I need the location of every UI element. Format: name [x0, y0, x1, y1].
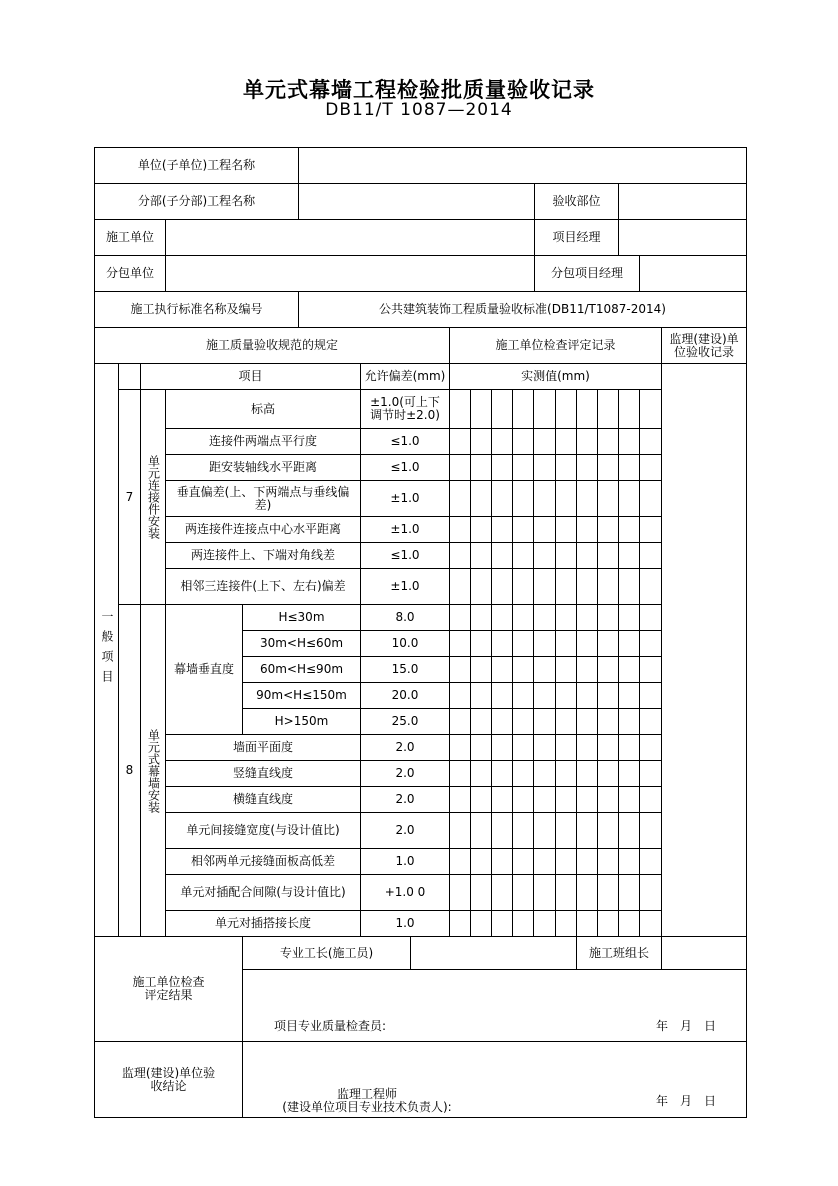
measured-value-cell[interactable] — [576, 428, 598, 455]
measured-value-cell[interactable] — [491, 480, 513, 517]
measured-value-cell[interactable] — [449, 708, 471, 735]
measured-value-cell[interactable] — [555, 682, 577, 709]
measured-value-cell[interactable] — [555, 542, 577, 569]
subcontractor-label: 分包单位 — [94, 255, 166, 292]
measured-value-cell[interactable] — [491, 542, 513, 569]
measured-value-cell[interactable] — [512, 542, 534, 569]
item-tolerance: 8.0 — [360, 604, 450, 631]
measured-value-cell[interactable] — [533, 604, 556, 631]
contractor-result-text: 施工单位检查评定结果 — [132, 975, 205, 1002]
measured-value-cell[interactable] — [639, 389, 662, 429]
measured-value-cell[interactable] — [597, 812, 619, 849]
group-number: 8 — [118, 604, 141, 937]
measured-value-cell[interactable] — [533, 568, 556, 605]
item-name: 两连接件连接点中心水平距离 — [165, 516, 361, 543]
contractor-result-label — [94, 936, 243, 1042]
measured-value-cell[interactable] — [533, 630, 556, 657]
measured-value-cell[interactable] — [576, 516, 598, 543]
item-tolerance: ±1.0 — [360, 516, 450, 543]
measured-value-cell[interactable] — [449, 480, 471, 517]
item-tolerance: 1.0 — [360, 910, 450, 937]
acceptance-part-label: 验收部位 — [534, 183, 619, 220]
measured-value-cell[interactable] — [449, 516, 471, 543]
standard-value: 公共建筑装饰工程质量验收标准(DB11/T1087-2014) — [298, 291, 747, 328]
item-tolerance: 20.0 — [360, 682, 450, 709]
measured-value-cell[interactable] — [491, 428, 513, 455]
allowance-header: 允许偏差(mm) — [360, 363, 450, 390]
measured-value-cell[interactable] — [597, 480, 619, 517]
item-tolerance: 15.0 — [360, 656, 450, 683]
item-name: 连接件两端点平行度 — [165, 428, 361, 455]
measured-value-cell[interactable] — [555, 428, 577, 455]
measured-value-cell[interactable] — [576, 389, 598, 429]
measured-value-cell[interactable] — [639, 604, 662, 631]
measured-value-cell[interactable] — [597, 848, 619, 875]
measured-value-cell[interactable] — [512, 760, 534, 787]
measured-value-cell[interactable] — [618, 480, 640, 517]
measured-value-cell[interactable] — [639, 786, 662, 813]
measured-value-cell[interactable] — [576, 656, 598, 683]
measured-value-cell[interactable] — [533, 760, 556, 787]
verticality-range: H≤30m — [242, 604, 361, 631]
measured-value-cell[interactable] — [491, 848, 513, 875]
measured-value-cell[interactable] — [618, 630, 640, 657]
measured-value-cell[interactable] — [470, 910, 492, 937]
item-header: 项目 — [140, 363, 361, 390]
acceptance-part-field[interactable] — [618, 183, 747, 220]
measured-value-cell[interactable] — [576, 568, 598, 605]
inspector-label: 项目专业质量检查员: — [274, 1019, 387, 1033]
project-manager-field[interactable] — [618, 219, 747, 256]
measured-value-cell[interactable] — [555, 848, 577, 875]
item-name: 竖缝直线度 — [165, 760, 361, 787]
measured-value-cell[interactable] — [576, 708, 598, 735]
measured-value-cell[interactable] — [533, 786, 556, 813]
measured-value-cell[interactable] — [639, 428, 662, 455]
measured-value-cell[interactable] — [491, 910, 513, 937]
measured-value-cell[interactable] — [576, 910, 598, 937]
unit-project-field[interactable] — [298, 147, 747, 184]
measured-value-cell[interactable] — [576, 542, 598, 569]
item-tolerance: 2.0 — [360, 760, 450, 787]
measured-value-cell[interactable] — [555, 389, 577, 429]
verticality-range: 90m<H≤150m — [242, 682, 361, 709]
measured-value-cell[interactable] — [618, 454, 640, 481]
measured-value-cell[interactable] — [470, 708, 492, 735]
measured-value-cell[interactable] — [555, 454, 577, 481]
item-tolerance: ±1.0(可上下调节时±2.0) — [360, 389, 450, 429]
measured-value-cell[interactable] — [491, 630, 513, 657]
measured-value-cell[interactable] — [533, 848, 556, 875]
measured-value-cell[interactable] — [618, 389, 640, 429]
measured-value-cell[interactable] — [512, 480, 534, 517]
engineer-label: 监理工程师 — [336, 1087, 397, 1101]
foreman-field[interactable] — [410, 936, 577, 970]
group-name: 单元连接件安装 — [140, 389, 166, 605]
measured-value-cell[interactable] — [512, 656, 534, 683]
item-tolerance: 2.0 — [360, 734, 450, 761]
measured-value-cell[interactable] — [555, 910, 577, 937]
item-tolerance: +1.0 0 — [360, 874, 450, 911]
measured-value-cell[interactable] — [470, 568, 492, 605]
measured-value-cell[interactable] — [618, 656, 640, 683]
measured-value-cell[interactable] — [597, 682, 619, 709]
measured-value-cell[interactable] — [639, 454, 662, 481]
measured-value-cell[interactable] — [512, 910, 534, 937]
measured-value-cell[interactable] — [449, 760, 471, 787]
measured-value-cell[interactable] — [555, 630, 577, 657]
measured-value-cell[interactable] — [533, 812, 556, 849]
measured-value-cell[interactable] — [533, 389, 556, 429]
measured-value-cell[interactable] — [533, 656, 556, 683]
measured-value-cell[interactable] — [491, 734, 513, 761]
measured-value-cell[interactable] — [470, 682, 492, 709]
item-tolerance: 2.0 — [360, 786, 450, 813]
measured-value-cell[interactable] — [618, 428, 640, 455]
item-tolerance: ±1.0 — [360, 568, 450, 605]
measured-value-cell[interactable] — [533, 734, 556, 761]
form-title: 单元式幕墙工程检验批质量验收记录 — [243, 78, 595, 102]
measured-value-cell[interactable] — [533, 874, 556, 911]
measured-value-cell[interactable] — [512, 389, 534, 429]
measured-value-cell[interactable] — [449, 734, 471, 761]
contractor-label: 施工单位 — [94, 219, 166, 256]
spec-header: 施工质量验收规范的规定 — [94, 327, 450, 364]
measured-value-cell[interactable] — [576, 786, 598, 813]
measured-value-cell[interactable] — [470, 812, 492, 849]
measured-value-cell[interactable] — [512, 516, 534, 543]
measured-value-cell[interactable] — [491, 454, 513, 481]
measured-value-cell[interactable] — [470, 734, 492, 761]
measured-value-cell[interactable] — [576, 874, 598, 911]
measured-value-cell[interactable] — [618, 760, 640, 787]
measured-value-cell[interactable] — [639, 812, 662, 849]
measured-value-cell[interactable] — [618, 812, 640, 849]
measured-value-cell[interactable] — [533, 480, 556, 517]
measured-value-cell[interactable] — [470, 630, 492, 657]
measured-value-cell[interactable] — [618, 542, 640, 569]
group-number: 7 — [118, 389, 141, 605]
measured-value-cell[interactable] — [512, 630, 534, 657]
measured-value-cell[interactable] — [597, 708, 619, 735]
measured-value-cell[interactable] — [449, 568, 471, 605]
measured-value-cell[interactable] — [533, 428, 556, 455]
measured-value-cell[interactable] — [512, 812, 534, 849]
measured-value-cell[interactable] — [449, 910, 471, 937]
measured-value-cell[interactable] — [639, 568, 662, 605]
measured-value-cell[interactable] — [597, 630, 619, 657]
sub-pm-label: 分包项目经理 — [534, 255, 640, 292]
measured-value-cell[interactable] — [618, 786, 640, 813]
measured-value-cell[interactable] — [491, 604, 513, 631]
item-name: 墙面平面度 — [165, 734, 361, 761]
measured-value-cell[interactable] — [639, 910, 662, 937]
measured-value-cell[interactable] — [555, 760, 577, 787]
measured-value-cell[interactable] — [449, 812, 471, 849]
measured-value-cell[interactable] — [555, 568, 577, 605]
measured-value-cell[interactable] — [449, 874, 471, 911]
measured-value-cell[interactable] — [449, 630, 471, 657]
measured-value-cell[interactable] — [639, 734, 662, 761]
measured-value-cell[interactable] — [470, 874, 492, 911]
verticality-range: 60m<H≤90m — [242, 656, 361, 683]
item-tolerance: ≤1.0 — [360, 454, 450, 481]
measured-value-cell[interactable] — [512, 708, 534, 735]
date-label-2: 年 月 日 — [656, 1094, 717, 1108]
measured-value-cell[interactable] — [533, 516, 556, 543]
measured-value-cell[interactable] — [555, 874, 577, 911]
standard-label: 施工执行标准名称及编号 — [94, 291, 299, 328]
group-name: 单元式幕墙安装 — [140, 604, 166, 937]
measured-value-cell[interactable] — [555, 516, 577, 543]
subdivision-field[interactable] — [298, 183, 535, 220]
measured-value-cell[interactable] — [491, 516, 513, 543]
measured-value-cell[interactable] — [512, 604, 534, 631]
measured-value-cell[interactable] — [491, 568, 513, 605]
verticality-range: 30m<H≤60m — [242, 630, 361, 657]
measured-value-cell[interactable] — [533, 708, 556, 735]
measured-value-cell[interactable] — [449, 542, 471, 569]
measured-value-cell[interactable] — [449, 682, 471, 709]
measured-value-cell[interactable] — [491, 786, 513, 813]
measured-value-cell[interactable] — [597, 734, 619, 761]
measured-value-cell[interactable] — [576, 480, 598, 517]
measured-value-cell[interactable] — [512, 734, 534, 761]
measured-value-cell[interactable] — [576, 812, 598, 849]
measured-value-cell[interactable] — [618, 848, 640, 875]
measured-value-cell[interactable] — [470, 428, 492, 455]
measured-value-cell[interactable] — [555, 656, 577, 683]
measured-value-cell[interactable] — [555, 708, 577, 735]
supervision-conclusion-label — [94, 1041, 243, 1118]
measured-value-cell[interactable] — [597, 874, 619, 911]
measured-value-cell[interactable] — [470, 760, 492, 787]
measured-value-cell[interactable] — [555, 812, 577, 849]
measured-value-cell[interactable] — [491, 874, 513, 911]
item-name: 两连接件上、下端对角线差 — [165, 542, 361, 569]
measured-value-cell[interactable] — [449, 428, 471, 455]
sub-pm-field[interactable] — [639, 255, 747, 292]
item-name: 距安装轴线水平距离 — [165, 454, 361, 481]
measured-value-cell[interactable] — [639, 760, 662, 787]
measured-value-cell[interactable] — [576, 682, 598, 709]
subcontractor-field[interactable] — [165, 255, 535, 292]
measured-value-cell[interactable] — [533, 682, 556, 709]
form-standard-code: DB11/T 1087—2014 — [325, 100, 513, 120]
item-tolerance: ≤1.0 — [360, 542, 450, 569]
team-leader-label: 施工班组长 — [576, 936, 662, 970]
foreman-label: 专业工长(施工员) — [242, 936, 411, 970]
contractor-field[interactable] — [165, 219, 535, 256]
measured-value-cell[interactable] — [470, 656, 492, 683]
measured-value-cell[interactable] — [597, 910, 619, 937]
measured-value-cell[interactable] — [470, 389, 492, 429]
measured-value-cell[interactable] — [597, 760, 619, 787]
item-name: 相邻三连接件(上下、左右)偏差 — [165, 568, 361, 605]
item-tolerance: 2.0 — [360, 812, 450, 849]
measured-value-cell[interactable] — [639, 874, 662, 911]
measured-value-cell[interactable] — [491, 682, 513, 709]
project-manager-label: 项目经理 — [534, 219, 619, 256]
measured-value-cell[interactable] — [533, 542, 556, 569]
verticality-range: H>150m — [242, 708, 361, 735]
measured-value-cell[interactable] — [639, 630, 662, 657]
measured-value-cell[interactable] — [597, 656, 619, 683]
supervision-record-field[interactable] — [661, 363, 747, 937]
measured-value-cell[interactable] — [576, 760, 598, 787]
measured-value-cell[interactable] — [618, 568, 640, 605]
measured-value-cell[interactable] — [576, 848, 598, 875]
measured-value-cell[interactable] — [470, 480, 492, 517]
measured-value-cell[interactable] — [618, 708, 640, 735]
measured-value-cell[interactable] — [639, 516, 662, 543]
measured-value-cell[interactable] — [470, 604, 492, 631]
item-tolerance: 1.0 — [360, 848, 450, 875]
measured-value-cell[interactable] — [555, 604, 577, 631]
measured-value-cell[interactable] — [449, 454, 471, 481]
measured-value-cell[interactable] — [491, 656, 513, 683]
measured-value-cell[interactable] — [639, 708, 662, 735]
measured-value-cell[interactable] — [555, 480, 577, 517]
measured-value-cell[interactable] — [512, 454, 534, 481]
item-name: 单元对插配合间隙(与设计值比) — [165, 874, 361, 911]
measured-value-cell[interactable] — [597, 389, 619, 429]
measured-value-cell[interactable] — [449, 848, 471, 875]
measured-value-cell[interactable] — [533, 910, 556, 937]
item-name: 单元对插搭接长度 — [165, 910, 361, 937]
supervision-header: 监理(建设)单位验收记录 — [661, 327, 747, 364]
item-name: 单元间接缝宽度(与设计值比) — [165, 812, 361, 849]
measured-value-cell[interactable] — [597, 542, 619, 569]
measured-value-cell[interactable] — [491, 760, 513, 787]
measured-value-cell[interactable] — [597, 454, 619, 481]
measured-value-cell[interactable] — [639, 848, 662, 875]
measured-value-cell[interactable] — [597, 428, 619, 455]
item-tolerance: 25.0 — [360, 708, 450, 735]
measured-value-cell[interactable] — [512, 682, 534, 709]
verticality-label: 幕墙垂直度 — [165, 604, 243, 735]
measured-value-cell[interactable] — [491, 812, 513, 849]
subdivision-label: 分部(子分部)工程名称 — [94, 183, 299, 220]
engineer-sub-label: (建设单位项目专业技术负责人): — [282, 1100, 452, 1114]
measured-value-cell[interactable] — [597, 516, 619, 543]
measured-value-cell[interactable] — [512, 848, 534, 875]
measured-header: 实测值(mm) — [449, 363, 662, 390]
measured-value-cell[interactable] — [449, 604, 471, 631]
unit-project-label: 单位(子单位)工程名称 — [94, 147, 299, 184]
measured-value-cell[interactable] — [576, 604, 598, 631]
item-tolerance: 10.0 — [360, 630, 450, 657]
measured-value-cell[interactable] — [639, 656, 662, 683]
measured-value-cell[interactable] — [576, 630, 598, 657]
measured-value-cell[interactable] — [533, 454, 556, 481]
measured-value-cell[interactable] — [639, 542, 662, 569]
item-name: 相邻两单元接缝面板高低差 — [165, 848, 361, 875]
measured-value-cell[interactable] — [449, 656, 471, 683]
measured-value-cell[interactable] — [470, 454, 492, 481]
item-name: 垂直偏差(上、下两端点与垂线偏差) — [165, 480, 361, 517]
item-tolerance: ≤1.0 — [360, 428, 450, 455]
check-record-header: 施工单位检查评定记录 — [449, 327, 662, 364]
measured-value-cell[interactable] — [576, 734, 598, 761]
measured-value-cell[interactable] — [618, 516, 640, 543]
item-name: 横缝直线度 — [165, 786, 361, 813]
measured-value-cell[interactable] — [618, 604, 640, 631]
category-label: 一般项目 — [100, 610, 114, 690]
measured-value-cell[interactable] — [449, 786, 471, 813]
measured-value-cell[interactable] — [618, 734, 640, 761]
blank-cell — [118, 363, 141, 390]
measured-value-cell[interactable] — [618, 910, 640, 937]
date-label: 年 月 日 — [656, 1019, 717, 1033]
measured-value-cell[interactable] — [639, 682, 662, 709]
measured-value-cell[interactable] — [470, 516, 492, 543]
measured-value-cell[interactable] — [512, 786, 534, 813]
measured-value-cell[interactable] — [597, 604, 619, 631]
measured-value-cell[interactable] — [576, 454, 598, 481]
measured-value-cell[interactable] — [491, 389, 513, 429]
measured-value-cell[interactable] — [555, 734, 577, 761]
measured-value-cell[interactable] — [449, 389, 471, 429]
measured-value-cell[interactable] — [470, 786, 492, 813]
measured-value-cell[interactable] — [555, 786, 577, 813]
measured-value-cell[interactable] — [618, 874, 640, 911]
supervision-conclusion-text: 监理(建设)单位验收结论 — [121, 1065, 216, 1093]
measured-value-cell[interactable] — [512, 874, 534, 911]
item-name: 标高 — [165, 389, 361, 429]
team-leader-field[interactable] — [661, 936, 747, 970]
item-tolerance: ±1.0 — [360, 480, 450, 517]
measured-value-cell[interactable] — [470, 542, 492, 569]
measured-value-cell[interactable] — [597, 568, 619, 605]
measured-value-cell[interactable] — [639, 480, 662, 517]
measured-value-cell[interactable] — [618, 682, 640, 709]
measured-value-cell[interactable] — [491, 708, 513, 735]
measured-value-cell[interactable] — [512, 428, 534, 455]
measured-value-cell[interactable] — [512, 568, 534, 605]
measured-value-cell[interactable] — [470, 848, 492, 875]
measured-value-cell[interactable] — [597, 786, 619, 813]
